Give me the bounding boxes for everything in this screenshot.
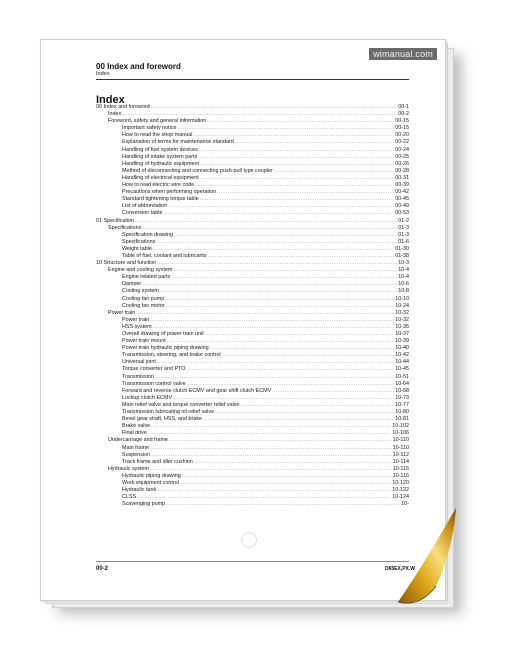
toc-dot-leader bbox=[153, 246, 394, 253]
toc-entry-title: Method of disconnecting and connecting push-pull type coupler bbox=[122, 167, 273, 174]
toc-entry-page: 00-26 bbox=[395, 160, 409, 167]
toc-entry-title: Bevel gear shaft, HSS, and brake bbox=[122, 416, 203, 423]
toc-dot-leader bbox=[210, 345, 395, 352]
toc-entry bbox=[96, 189, 409, 196]
toc-entry-page: 00-2 bbox=[398, 111, 409, 118]
toc-dot-leader bbox=[178, 125, 395, 132]
toc-dot-leader bbox=[167, 338, 394, 345]
toc-entry-page: 10-39 bbox=[395, 338, 409, 345]
toc-entry-title: Power train mount bbox=[122, 338, 166, 345]
toc-entry-page: 10-116 bbox=[392, 465, 409, 472]
toc-entry bbox=[96, 359, 409, 366]
toc-dot-leader bbox=[199, 147, 394, 154]
toc-entry-title: Forward and reverse clutch ECMV and gear shift clutch ECMV bbox=[122, 387, 272, 394]
toc-entry-title: Index bbox=[108, 111, 122, 118]
toc-entry-page: 01-3 bbox=[398, 224, 409, 231]
toc-dot-leader bbox=[186, 366, 394, 373]
toc-entry-page: 10-73 bbox=[395, 394, 409, 401]
toc-entry-title: Handling of electrical equipment bbox=[122, 174, 199, 181]
manual-page bbox=[40, 39, 446, 601]
toc-entry-title: Power train bbox=[122, 316, 150, 323]
toc-dot-leader bbox=[166, 501, 400, 508]
toc-dot-leader bbox=[203, 416, 394, 423]
toc-entry bbox=[96, 154, 409, 161]
index-title: Index bbox=[96, 94, 125, 106]
toc-entry-title: Universal joint bbox=[122, 359, 156, 366]
toc-entry-page: 10-106 bbox=[392, 430, 409, 437]
toc-entry-title: Power train hydraulic piping drawing bbox=[122, 345, 209, 352]
toc-entry-page: 00-53 bbox=[395, 210, 409, 217]
toc-dot-leader bbox=[151, 452, 391, 459]
toc-dot-leader bbox=[200, 175, 394, 182]
toc-entry-page: 00-22 bbox=[395, 139, 409, 146]
toc-entry-page: 10-32 bbox=[395, 316, 409, 323]
toc-entry-page: 01-30 bbox=[395, 245, 409, 252]
toc-entry-title: Transmission lubricating oil relief valve bbox=[122, 409, 215, 416]
toc-entry bbox=[96, 281, 409, 288]
toc-entry-page: 00-15 bbox=[395, 118, 409, 125]
toc-entry bbox=[96, 480, 409, 487]
toc-dot-leader bbox=[174, 232, 397, 239]
toc-entry bbox=[96, 423, 409, 430]
toc-entry-page: 10-102 bbox=[392, 423, 409, 430]
toc-entry-title: Hydraulic piping drawing bbox=[122, 472, 181, 479]
toc-entry bbox=[96, 487, 409, 494]
toc-entry-page: 10-80 bbox=[395, 409, 409, 416]
toc-dot-leader bbox=[166, 303, 395, 310]
toc-dot-leader bbox=[136, 310, 394, 317]
toc-entry bbox=[96, 267, 409, 274]
toc-entry-title: Table of fuel, coolant and lubricants bbox=[122, 252, 207, 259]
toc-entry-title: Work equipment control bbox=[122, 479, 179, 486]
toc-dot-leader bbox=[173, 267, 397, 274]
toc-entry-page: 10-68 bbox=[395, 387, 409, 394]
toc-entry-page: 10-3 bbox=[398, 260, 409, 267]
toc-entry-title: Main frame bbox=[122, 444, 149, 451]
toc-entry-title: Suspension bbox=[122, 451, 151, 458]
toc-dot-leader bbox=[165, 296, 394, 303]
toc-entry-page: 10-77 bbox=[395, 401, 409, 408]
toc-entry bbox=[96, 501, 409, 508]
toc-entry-page: 10-42 bbox=[395, 352, 409, 359]
toc-dot-leader bbox=[137, 494, 391, 501]
watermark-logo-icon bbox=[241, 532, 257, 548]
toc-entry bbox=[96, 132, 409, 139]
toc-entry-title: Precautions when performing operation bbox=[122, 189, 217, 196]
toc-entry-title: Foreword, safety and general information bbox=[108, 118, 207, 125]
toc-entry bbox=[96, 104, 409, 111]
toc-entry-page: 10-4 bbox=[398, 267, 409, 274]
toc-entry bbox=[96, 210, 409, 217]
toc-entry-page: 10-122 bbox=[392, 487, 409, 494]
toc-entry bbox=[96, 182, 409, 189]
toc-entry bbox=[96, 111, 409, 118]
toc-dot-leader bbox=[173, 395, 394, 402]
toc-dot-leader bbox=[150, 466, 392, 473]
toc-entry bbox=[96, 352, 409, 359]
toc-entry bbox=[96, 253, 409, 260]
toc-entry-title: Power train bbox=[108, 309, 136, 316]
toc-entry-title: Hydraulic system bbox=[108, 465, 150, 472]
toc-entry-title: Transmission control valve bbox=[122, 380, 186, 387]
toc-entry-page: 10-110 bbox=[392, 437, 409, 444]
toc-entry-page: 01-38 bbox=[395, 252, 409, 259]
toc-dot-leader bbox=[157, 359, 394, 366]
toc-dot-leader bbox=[207, 118, 394, 125]
toc-entry bbox=[96, 303, 409, 310]
toc-entry-page: 01-6 bbox=[398, 238, 409, 245]
toc-entry bbox=[96, 225, 409, 232]
toc-entry-title: Cooling fan pump bbox=[122, 295, 165, 302]
toc-entry-title: Lockup clutch ECMV bbox=[122, 394, 173, 401]
toc-entry-title: 00 Index and foreword bbox=[96, 104, 150, 110]
toc-entry-title: Important safety notice bbox=[122, 125, 177, 132]
toc-dot-leader bbox=[200, 161, 394, 168]
toc-entry-title: Track frame and idler cushion bbox=[122, 458, 193, 465]
toc-entry bbox=[96, 118, 409, 125]
toc-entry-title: Engine related parts bbox=[122, 274, 171, 281]
toc-dot-leader bbox=[193, 132, 394, 139]
toc-entry-title: Specification drawing bbox=[122, 231, 173, 238]
toc-entry bbox=[96, 288, 409, 295]
toc-entry-title: Engine and cooling system bbox=[108, 267, 173, 274]
toc-entry-page: 10-112 bbox=[392, 451, 409, 458]
toc-entry-page: 10-24 bbox=[395, 302, 409, 309]
toc-entry bbox=[96, 345, 409, 352]
page-curl-icon bbox=[396, 506, 460, 610]
toc-dot-leader bbox=[122, 111, 397, 118]
toc-dot-leader bbox=[182, 473, 392, 480]
toc-entry bbox=[96, 338, 409, 345]
toc-entry-title: Conversion table bbox=[122, 210, 163, 217]
toc-entry bbox=[96, 260, 409, 267]
toc-entry-page: 01-2 bbox=[398, 217, 409, 224]
toc-entry-page: 00-39 bbox=[395, 182, 409, 189]
footer-page-number: 00-2 bbox=[96, 566, 109, 572]
toc-entry-page: 10-116 bbox=[392, 472, 409, 479]
toc-dot-leader bbox=[208, 253, 395, 260]
toc-entry-page: 10-64 bbox=[395, 380, 409, 387]
toc-entry-title: Handling of intake system parts bbox=[122, 153, 198, 160]
toc-entry bbox=[96, 168, 409, 175]
toc-entry bbox=[96, 374, 409, 381]
toc-entry bbox=[96, 125, 409, 132]
toc-entry bbox=[96, 466, 409, 473]
toc-dot-leader bbox=[151, 104, 398, 111]
toc-entry-page: 00-15 bbox=[395, 125, 409, 132]
toc-entry-title: Torque converter and PTO bbox=[122, 366, 186, 373]
toc-entry-page: 00-42 bbox=[395, 189, 409, 196]
site-watermark-label: wimanual.com bbox=[369, 48, 437, 60]
toc-dot-leader bbox=[157, 487, 391, 494]
toc-entry-page: 10-10 bbox=[395, 295, 409, 302]
toc-entry bbox=[96, 161, 409, 168]
toc-dot-leader bbox=[274, 168, 394, 175]
toc-entry-title: Handling of hydraulic equipment bbox=[122, 160, 200, 167]
toc-entry-title: Main relief valve and torque converter relief valve bbox=[122, 401, 240, 408]
toc-entry-page: 10-120 bbox=[392, 479, 409, 486]
footer-divider bbox=[96, 561, 409, 562]
toc-entry-page: 00-28 bbox=[395, 167, 409, 174]
toc-dot-leader bbox=[217, 189, 394, 196]
toc-dot-leader bbox=[195, 182, 394, 189]
toc-entry bbox=[96, 366, 409, 373]
toc-dot-leader bbox=[148, 430, 391, 437]
toc-entry-page: 10-51 bbox=[395, 373, 409, 380]
toc-dot-leader bbox=[194, 459, 392, 466]
toc-entry-page: 10-6 bbox=[398, 281, 409, 288]
toc-entry-title: 01 Specification bbox=[96, 217, 135, 224]
toc-entry-title: How to read the shop manual bbox=[122, 132, 193, 139]
toc-entry bbox=[96, 317, 409, 324]
toc-entry-title: List of abbreviation bbox=[122, 203, 168, 210]
toc-entry-title: Undercarriage and frame bbox=[108, 437, 168, 444]
toc-entry-page: 10-45 bbox=[395, 366, 409, 373]
toc-dot-leader bbox=[150, 317, 394, 324]
toc-entry-title: HSS system bbox=[122, 323, 152, 330]
toc-dot-leader bbox=[198, 154, 394, 161]
toc-dot-leader bbox=[200, 196, 394, 203]
toc-entry-title: 10 Structure and function bbox=[96, 260, 157, 267]
toc-entry-page: 00-25 bbox=[395, 153, 409, 160]
toc-entry bbox=[96, 402, 409, 409]
toc-entry-title: Brake valve bbox=[122, 423, 151, 430]
toc-entry-page: 10-8 bbox=[398, 288, 409, 295]
toc-entry-title: Hydraulic tank bbox=[122, 487, 157, 494]
toc-entry-page: 10-32 bbox=[395, 309, 409, 316]
toc-entry-title: CLSS bbox=[122, 494, 137, 501]
toc-dot-leader bbox=[142, 281, 397, 288]
toc-entry bbox=[96, 381, 409, 388]
toc-entry-title: Weight table bbox=[122, 245, 152, 252]
toc-entry bbox=[96, 232, 409, 239]
toc-entry-page: 10-114 bbox=[392, 458, 409, 465]
toc-entry bbox=[96, 388, 409, 395]
toc-dot-leader bbox=[163, 210, 394, 217]
toc-entry bbox=[96, 324, 409, 331]
toc-entry-page: 00-1 bbox=[398, 104, 409, 110]
toc-dot-leader bbox=[272, 388, 394, 395]
toc-entry-title: Specifications bbox=[122, 238, 156, 245]
toc-entry-title: Cooling system bbox=[122, 288, 159, 295]
toc-entry bbox=[96, 437, 409, 444]
toc-entry bbox=[96, 445, 409, 452]
toc-entry-title: Cooling fan motor bbox=[122, 302, 165, 309]
toc-entry-title: Damper bbox=[122, 281, 142, 288]
toc-entry-page: 10- bbox=[401, 501, 409, 508]
toc-entry bbox=[96, 452, 409, 459]
toc-entry-page: 10-4 bbox=[398, 274, 409, 281]
toc-entry bbox=[96, 395, 409, 402]
toc-dot-leader bbox=[169, 437, 392, 444]
toc-entry-page: 10-124 bbox=[392, 494, 409, 501]
toc-entry-title: Transmission, steering, and brake control bbox=[122, 352, 221, 359]
toc-entry-title: Explanation of terms for maintenance standard bbox=[122, 139, 234, 146]
toc-dot-leader bbox=[155, 374, 394, 381]
toc-entry bbox=[96, 218, 409, 225]
section-header-subtitle: Index bbox=[96, 71, 110, 77]
toc-dot-leader bbox=[235, 139, 394, 146]
toc-entry bbox=[96, 147, 409, 154]
toc-dot-leader bbox=[240, 402, 394, 409]
toc-entry-title: Scavenging pump bbox=[122, 501, 166, 508]
toc-entry-page: 00-45 bbox=[395, 196, 409, 203]
toc-entry bbox=[96, 246, 409, 253]
toc-dot-leader bbox=[187, 381, 395, 388]
header-divider bbox=[96, 79, 409, 80]
toc-dot-leader bbox=[151, 423, 391, 430]
toc-entry bbox=[96, 416, 409, 423]
toc-dot-leader bbox=[135, 218, 397, 225]
toc-entry bbox=[96, 274, 409, 281]
toc-entry-page: 10-40 bbox=[395, 345, 409, 352]
toc-dot-leader bbox=[153, 324, 395, 331]
toc-dot-leader bbox=[168, 203, 394, 210]
toc-dot-leader bbox=[215, 409, 394, 416]
toc-entry bbox=[96, 459, 409, 466]
footer-model: D65EX,PX,W bbox=[384, 566, 415, 572]
toc-dot-leader bbox=[142, 225, 397, 232]
toc-entry-title: Standard tightening torque table bbox=[122, 196, 199, 203]
toc-entry-title: How to read electric wire code bbox=[122, 182, 195, 189]
toc-entry bbox=[96, 430, 409, 437]
toc-entry bbox=[96, 331, 409, 338]
toc-entry-title: Overall drawing of power train unit bbox=[122, 331, 204, 337]
toc-entry-page: 10-44 bbox=[395, 359, 409, 366]
toc-entry-page: 00-20 bbox=[395, 132, 409, 139]
toc-entry bbox=[96, 139, 409, 146]
toc-entry bbox=[96, 196, 409, 203]
toc-dot-leader bbox=[160, 288, 397, 295]
toc-entry-page: 00-24 bbox=[395, 146, 409, 153]
toc-entry-page: 01-3 bbox=[398, 231, 409, 238]
toc-entry-title: Handling of fuel system devices bbox=[122, 146, 198, 153]
toc-entry bbox=[96, 494, 409, 501]
toc-entry bbox=[96, 310, 409, 317]
toc-entry-page: 10-37 bbox=[395, 331, 409, 337]
toc-entry bbox=[96, 409, 409, 416]
toc-entry-title: Transmission bbox=[122, 373, 154, 380]
toc-entry bbox=[96, 296, 409, 303]
toc-dot-leader bbox=[150, 445, 392, 452]
toc-entry-page: 10-35 bbox=[395, 323, 409, 330]
toc-entry-title: Final drive bbox=[122, 430, 147, 437]
toc-entry-title: Specifications bbox=[108, 224, 142, 231]
toc-dot-leader bbox=[171, 274, 397, 281]
toc-dot-leader bbox=[156, 239, 397, 246]
section-header-title: 00 Index and foreword bbox=[96, 62, 181, 71]
toc-dot-leader bbox=[180, 480, 391, 487]
toc-entry bbox=[96, 203, 409, 210]
toc-entry-page: 10-110 bbox=[392, 444, 409, 451]
toc-entry-page: 10-81 bbox=[395, 416, 409, 423]
toc-entry-page: 00-31 bbox=[395, 174, 409, 181]
toc-entry-page: 00-49 bbox=[395, 203, 409, 210]
toc-entry bbox=[96, 239, 409, 246]
toc-dot-leader bbox=[157, 260, 397, 267]
table-of-contents bbox=[96, 104, 409, 508]
toc-dot-leader bbox=[205, 331, 394, 338]
toc-entry bbox=[96, 175, 409, 182]
toc-entry bbox=[96, 473, 409, 480]
toc-dot-leader bbox=[222, 352, 395, 359]
